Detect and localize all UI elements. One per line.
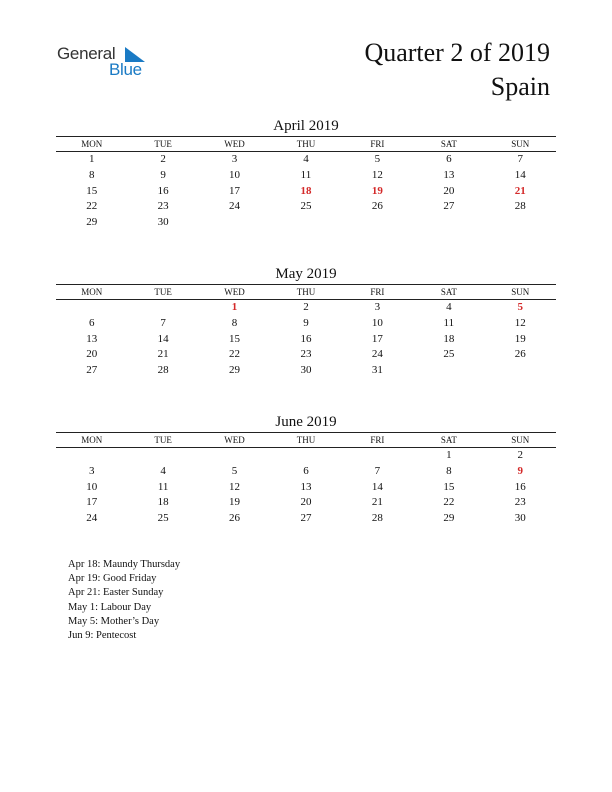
weekday-header-row (56, 284, 556, 300)
weekday-label: FRI (370, 287, 385, 297)
day-cell: 8 (446, 464, 452, 477)
weekday-label: SUN (511, 287, 530, 297)
month-calendar-june (56, 412, 556, 527)
day-cell: 23 (300, 348, 312, 361)
day-cell: 5 (374, 153, 381, 165)
day-cell: 10 (86, 480, 98, 493)
day-cell: 2 (517, 449, 523, 461)
day-cell: 20 (300, 496, 312, 509)
weekday-label: THU (296, 287, 316, 297)
week-row (56, 495, 556, 511)
holiday-item: May 5: Mother’s Day (68, 615, 160, 627)
day-cell: 7 (374, 464, 381, 477)
day-cell: 22 (229, 348, 241, 361)
day-cell: 1 (446, 449, 452, 461)
day-cell: 4 (446, 301, 452, 313)
logo-text-general: General (57, 44, 116, 63)
weekday-label: MON (81, 287, 103, 297)
day-cell: 25 (443, 348, 455, 361)
day-cell (199, 448, 270, 464)
month-title: June 2019 (275, 414, 337, 430)
weekday-header-row (56, 432, 556, 448)
weekday-label: THU (296, 435, 316, 445)
day-cell: 13 (300, 480, 312, 493)
weekday-label: FRI (370, 435, 385, 445)
day-cell: 7 (160, 316, 166, 329)
week-row (56, 480, 556, 496)
day-cell (413, 215, 484, 231)
week-row (56, 511, 556, 527)
week-row (56, 448, 556, 464)
day-cell: 18 (157, 496, 169, 509)
day-cell: 25 (300, 200, 312, 213)
holiday-day-cell: 5 (517, 301, 523, 313)
holiday-day-cell: 9 (517, 464, 523, 477)
week-row (56, 199, 556, 215)
day-cell: 27 (300, 512, 312, 525)
day-cell: 15 (86, 184, 98, 197)
day-cell: 10 (229, 168, 241, 181)
day-cell: 29 (443, 512, 455, 525)
week-row (56, 347, 556, 363)
weekday-label: SUN (511, 139, 530, 149)
day-cell (127, 300, 198, 316)
day-cell: 18 (443, 332, 455, 345)
day-cell: 29 (229, 364, 241, 377)
weekday-label: SAT (440, 139, 457, 149)
week-row (56, 184, 556, 200)
weekday-label: SAT (440, 435, 457, 445)
day-cell (485, 215, 556, 231)
holiday-day-cell: 18 (300, 184, 312, 197)
day-cell: 14 (157, 332, 169, 345)
day-cell: 27 (443, 200, 455, 213)
day-cell: 14 (514, 168, 526, 181)
holiday-item: Jun 9: Pentecost (68, 630, 137, 642)
weekday-label: SAT (440, 287, 457, 297)
generalblue-logo (57, 44, 157, 84)
day-cell: 12 (229, 480, 241, 493)
day-cell: 14 (371, 480, 383, 493)
weekday-label: FRI (370, 139, 385, 149)
week-row (56, 168, 556, 184)
day-cell (56, 448, 127, 464)
day-cell (199, 215, 270, 231)
weekday-label: WED (224, 139, 245, 149)
day-cell: 6 (446, 153, 452, 165)
holiday-item: Apr 21: Easter Sunday (68, 587, 164, 599)
day-cell (413, 363, 484, 379)
day-cell: 13 (86, 332, 98, 345)
day-cell: 11 (443, 316, 455, 329)
day-cell: 23 (157, 200, 169, 213)
day-cell: 29 (86, 216, 98, 229)
weekday-label: SUN (511, 435, 530, 445)
day-cell: 7 (517, 153, 523, 165)
day-cell: 21 (157, 348, 169, 361)
month-calendar-april (56, 116, 556, 231)
day-cell: 2 (303, 301, 309, 313)
weekday-label: WED (224, 287, 245, 297)
holiday-day-cell: 1 (231, 301, 238, 313)
weekday-label: TUE (154, 287, 172, 297)
day-cell: 2 (160, 153, 166, 165)
day-cell: 28 (157, 364, 169, 377)
week-row (56, 152, 556, 168)
day-cell: 24 (86, 512, 98, 525)
day-cell: 6 (88, 316, 95, 329)
day-cell: 4 (160, 464, 166, 477)
day-cell: 26 (229, 512, 241, 525)
day-cell: 17 (229, 184, 241, 197)
day-cell (342, 448, 413, 464)
day-cell (127, 448, 198, 464)
day-cell: 30 (300, 364, 312, 377)
week-row (56, 316, 556, 332)
day-cell (270, 215, 341, 231)
day-cell: 11 (157, 480, 169, 493)
day-cell: 17 (371, 332, 383, 345)
day-cell: 20 (86, 348, 98, 361)
day-cell: 22 (86, 200, 98, 213)
weekday-label: THU (296, 139, 316, 149)
holiday-item: Apr 18: Maundy Thursday (68, 559, 181, 570)
week-row (56, 363, 556, 379)
day-cell: 26 (514, 348, 526, 361)
weekday-header-row (56, 136, 556, 152)
day-cell: 23 (514, 496, 526, 509)
day-cell: 10 (371, 316, 383, 329)
day-cell: 8 (231, 316, 238, 329)
day-cell: 3 (231, 153, 238, 165)
day-cell: 5 (231, 464, 238, 477)
day-cell: 30 (514, 512, 526, 525)
day-cell: 6 (303, 464, 309, 477)
holiday-day-cell: 21 (514, 184, 526, 197)
day-cell (342, 215, 413, 231)
weekday-label: TUE (154, 435, 172, 445)
month-title: May 2019 (275, 266, 337, 282)
week-row (56, 215, 556, 231)
holiday-item: Apr 19: Good Friday (68, 573, 157, 585)
day-cell: 9 (160, 168, 166, 181)
holiday-item: May 1: Labour Day (68, 601, 152, 613)
logo-text-blue: Blue (109, 60, 142, 79)
day-cell: 26 (371, 200, 383, 213)
day-cell: 30 (157, 216, 169, 229)
month-title: April 2019 (273, 118, 339, 134)
day-cell: 19 (229, 496, 241, 509)
day-cell: 24 (229, 200, 241, 213)
day-cell: 3 (88, 464, 95, 477)
day-cell: 19 (514, 332, 526, 345)
day-cell: 25 (157, 512, 169, 525)
holiday-day-cell: 19 (371, 184, 383, 197)
day-cell: 28 (371, 512, 383, 525)
day-cell: 12 (371, 168, 383, 181)
weekday-label: WED (224, 435, 245, 445)
day-cell: 9 (303, 316, 309, 329)
weekday-label: TUE (154, 139, 172, 149)
holiday-list (68, 558, 180, 643)
day-cell: 20 (443, 184, 455, 197)
day-cell: 21 (371, 496, 383, 509)
day-cell (485, 363, 556, 379)
day-cell: 24 (371, 348, 383, 361)
day-cell: 15 (229, 332, 241, 345)
page-title: Quarter 2 of 2019 (364, 38, 550, 67)
month-calendar-may (56, 264, 556, 379)
day-cell: 1 (88, 153, 95, 165)
week-row (56, 300, 556, 316)
day-cell: 13 (443, 168, 455, 181)
day-cell: 8 (88, 168, 95, 181)
day-cell: 11 (300, 168, 312, 181)
day-cell: 3 (374, 301, 381, 313)
day-cell: 12 (514, 316, 526, 329)
day-cell: 22 (443, 496, 455, 509)
day-cell: 16 (300, 332, 312, 345)
day-cell: 17 (86, 496, 98, 509)
day-cell: 16 (514, 480, 526, 493)
day-cell: 31 (371, 364, 383, 377)
day-cell (270, 448, 341, 464)
country-name: Spain (490, 72, 550, 101)
day-cell: 28 (514, 200, 526, 213)
day-cell: 16 (157, 184, 169, 197)
page-header (364, 36, 550, 104)
weekday-label: MON (81, 139, 103, 149)
week-row (56, 332, 556, 348)
weekday-label: MON (81, 435, 103, 445)
day-cell (56, 300, 127, 316)
week-row (56, 464, 556, 480)
day-cell: 4 (303, 153, 309, 165)
day-cell: 27 (86, 364, 98, 377)
day-cell: 15 (443, 480, 455, 493)
